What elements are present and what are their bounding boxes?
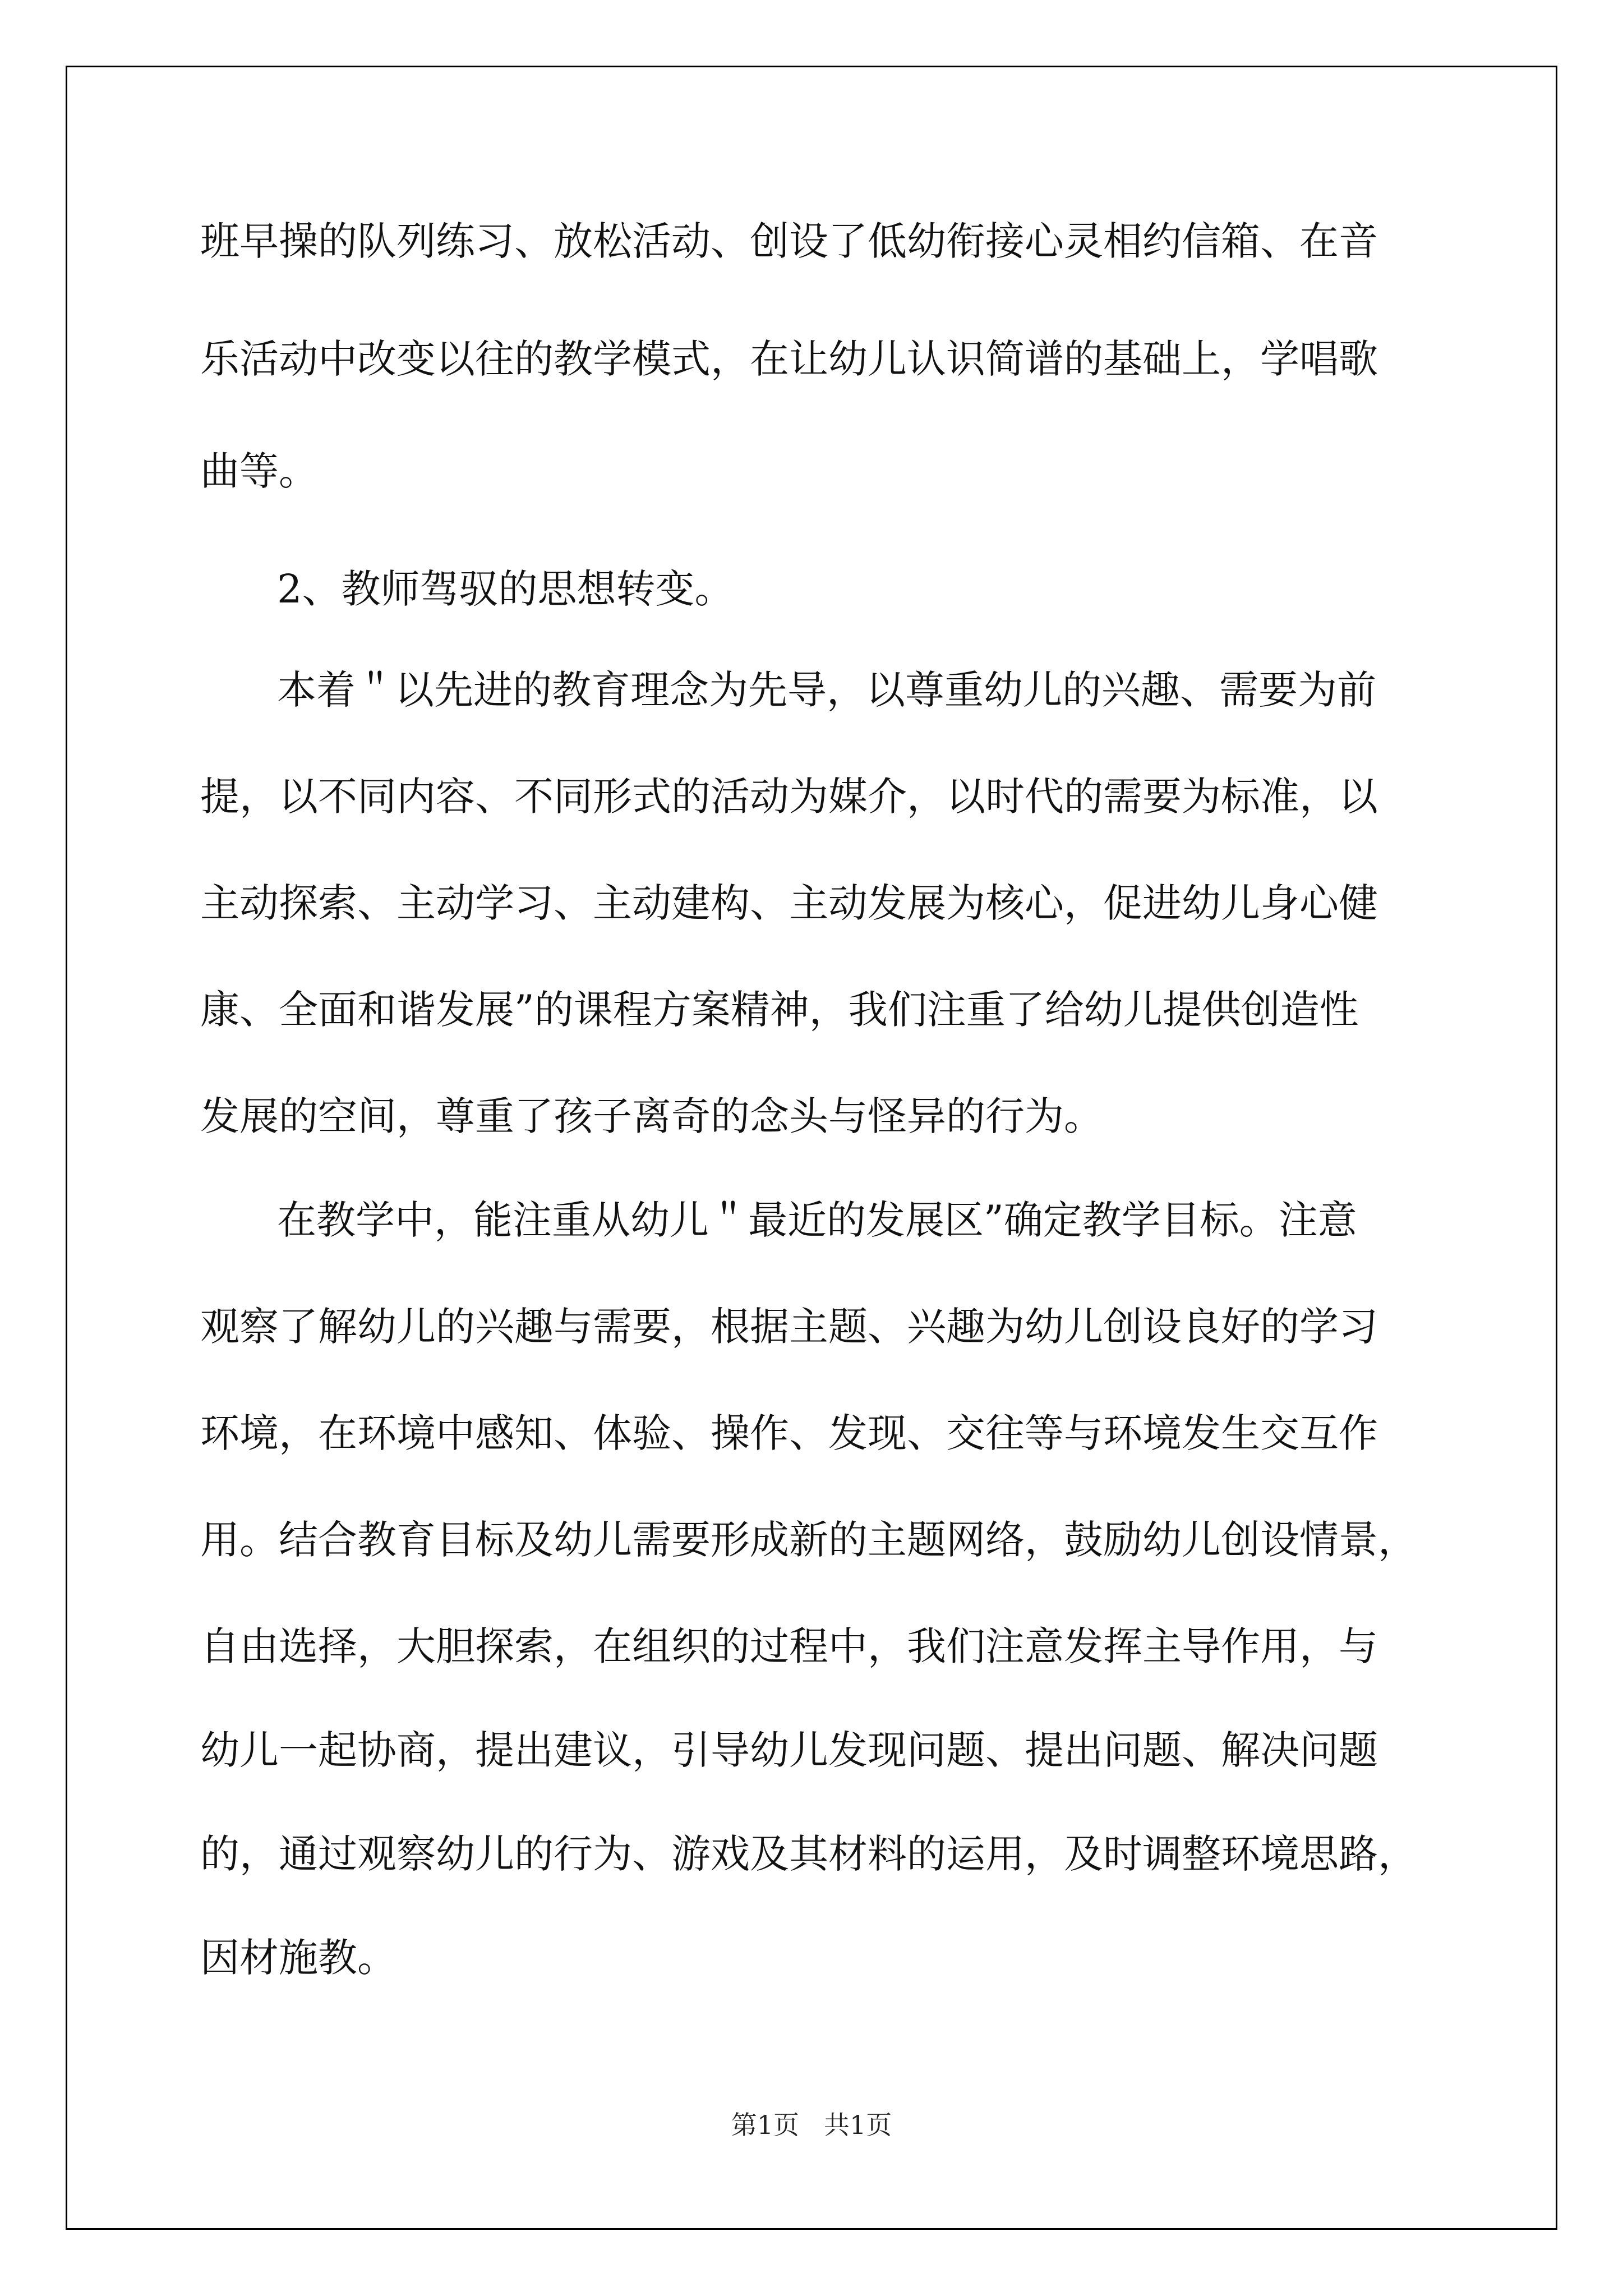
- body-line: 曲等。: [200, 448, 318, 494]
- page-number: 第1页: [731, 2110, 800, 2140]
- section-heading: 2、教师驾驭的思想转变。: [277, 566, 734, 612]
- body-line: 本着＂以先进的教育理念为先导，以尊重幼儿的兴趣、需要为前: [277, 667, 1376, 713]
- body-line: 提，以不同内容、不同形式的活动为媒介，以时代的需要为标准，以: [200, 774, 1378, 820]
- body-line: 的，通过观察幼儿的行为、游戏及其材料的运用，及时调整环境思路，: [200, 1831, 1417, 1877]
- body-line: 自由选择，大胆探索，在组织的过程中，我们注意发挥主导作用，与: [200, 1623, 1378, 1669]
- body-line: 康、全面和谐发展”的课程方案精神，我们注重了给幼儿提供创造性: [200, 987, 1359, 1033]
- body-line: 主动探索、主动学习、主动建构、主动发展为核心，促进幼儿身心健: [200, 880, 1378, 926]
- page-total: 共1页: [823, 2110, 892, 2140]
- body-line: 环境，在环境中感知、体验、操作、发现、交往等与环境发生交互作: [200, 1410, 1378, 1456]
- body-line: 发展的空间，尊重了孩子离奇的念头与怪异的行为。: [200, 1093, 1103, 1139]
- body-line: 乐活动中改变以往的教学模式，在让幼儿认识简谱的基础上，学唱歌: [200, 336, 1378, 382]
- page-border: [66, 66, 1557, 2230]
- page-footer: [0, 2108, 1623, 2142]
- body-line: 在教学中，能注重从幼儿＂最近的发展区”确定教学目标。注意: [277, 1197, 1357, 1243]
- body-line: 班早操的队列练习、放松活动、创设了低幼衔接心灵相约信箱、在音: [200, 218, 1378, 264]
- body-line: 因材施教。: [200, 1935, 396, 1981]
- body-line: 观察了解幼儿的兴趣与需要，根据主题、兴趣为幼儿创设良好的学习: [200, 1304, 1378, 1350]
- body-line: 幼儿一起协商，提出建议，引导幼儿发现问题、提出问题、解决问题: [200, 1727, 1378, 1773]
- body-line: 用。结合教育目标及幼儿需要形成新的主题网络，鼓励幼儿创设情景，: [200, 1517, 1417, 1563]
